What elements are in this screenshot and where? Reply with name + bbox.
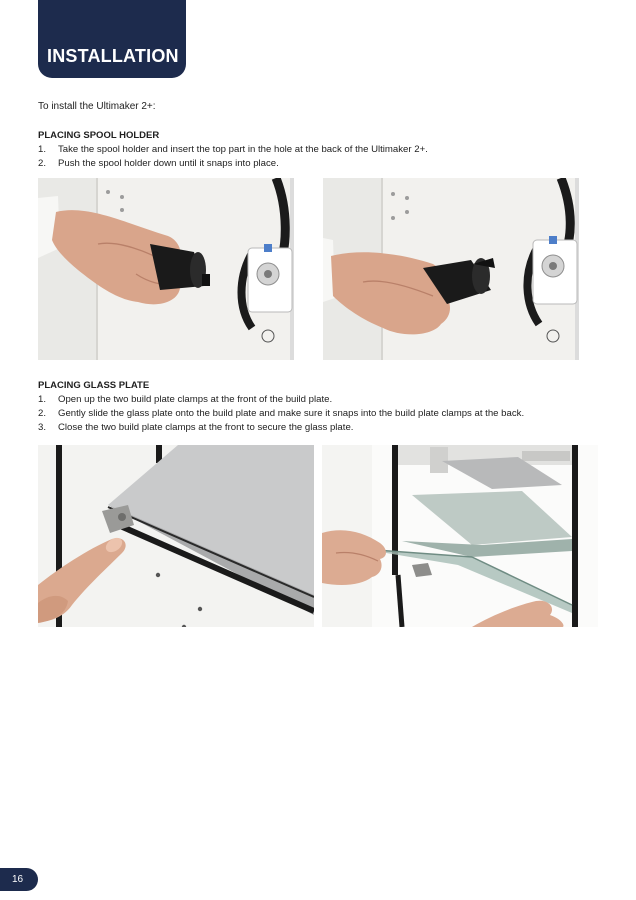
step-text: Push the spool holder down until it snaps into place. xyxy=(58,158,279,169)
intro-text: To install the Ultimaker 2+: xyxy=(38,101,156,112)
step-number: 3. xyxy=(38,422,47,433)
glass-plate-steps xyxy=(38,393,524,435)
section-title-glass-plate: PLACING GLASS PLATE xyxy=(38,380,150,391)
photo-glass-plate-slide xyxy=(322,445,598,627)
header-tab xyxy=(38,0,186,78)
step-number: 2. xyxy=(38,158,47,169)
step-text: Gently slide the glass plate onto the build plate and make sure it snaps into the build plate clamps at the back. xyxy=(58,408,525,419)
page-title: INSTALLATION xyxy=(47,46,179,66)
list-item xyxy=(38,393,524,407)
step-text: Take the spool holder and insert the top part in the hole at the back of the Ultimaker 2+. xyxy=(58,144,428,155)
step-number: 1. xyxy=(38,144,47,155)
section-title-spool-holder: PLACING SPOOL HOLDER xyxy=(38,130,160,141)
step-text: Close the two build plate clamps at the front to secure the glass plate. xyxy=(58,422,354,433)
page-number: 16 xyxy=(0,868,38,891)
photo-spool-holder-push xyxy=(323,178,599,360)
list-item xyxy=(38,157,428,171)
step-number: 1. xyxy=(38,394,47,405)
photo-spool-holder-insert xyxy=(38,178,314,360)
step-number: 2. xyxy=(38,408,47,419)
photo-build-plate-clamp xyxy=(38,445,314,627)
spool-holder-steps xyxy=(38,143,428,171)
list-item xyxy=(38,407,524,421)
list-item xyxy=(38,143,428,157)
step-text: Open up the two build plate clamps at the front of the build plate. xyxy=(58,394,333,405)
list-item xyxy=(38,421,524,435)
